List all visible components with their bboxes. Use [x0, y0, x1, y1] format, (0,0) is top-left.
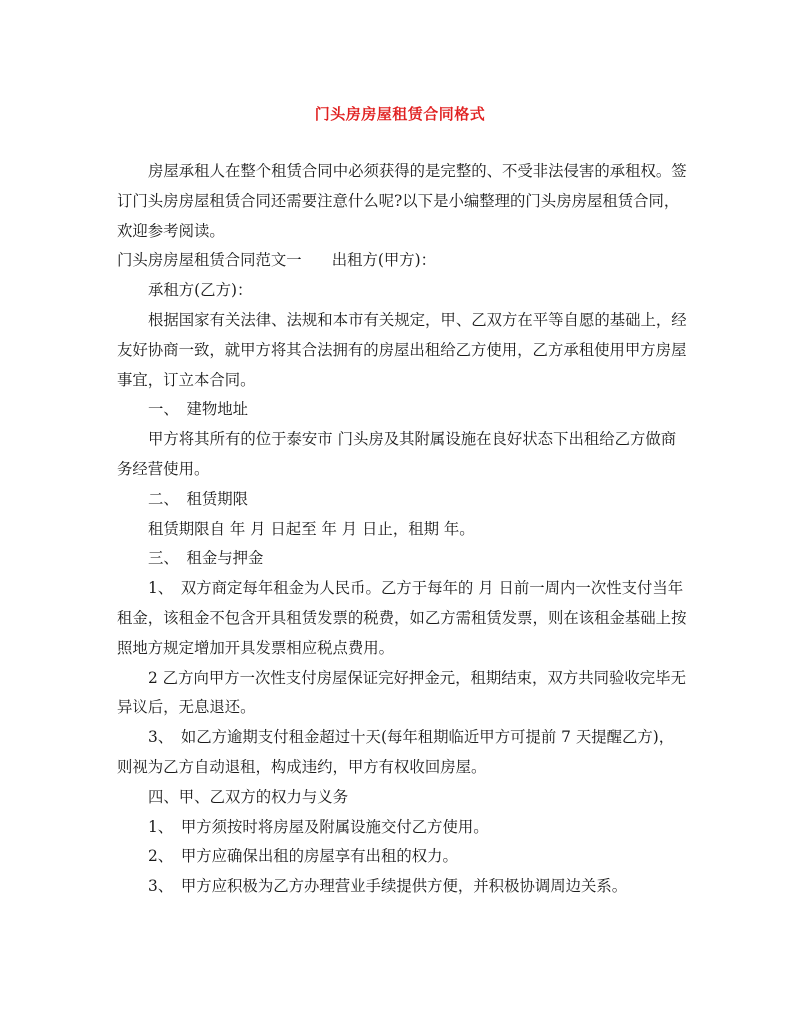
section4-item1: 1、 甲方须按时将房屋及附属设施交付乙方使用。	[148, 817, 489, 836]
preamble-paragraph: 根据国家有关法律、法规和本市有关规定，甲、乙双方在平等自愿的基础上，经友好协商一致，就甲方将其合法拥有的房屋出租给乙方使用，乙方承租使用甲方房屋事宜，订立本合同。	[117, 310, 687, 389]
section3-heading: 三、 租金与押金	[148, 549, 264, 568]
section3-item3: 3、 如乙方逾期支付租金超过十天(每年租期临近甲方可提前 7 天提醒乙方)，则视为乙方自动退租，构成违约，甲方有权收回房屋。	[117, 728, 675, 776]
section4-item3: 3、 甲方应积极为乙方办理营业手续提供方便，并积极协调周边关系。	[148, 877, 628, 896]
party-a-label: 出租方(甲方)：	[331, 251, 437, 270]
party-b-label: 承租方(乙方)：	[148, 281, 253, 300]
intro-paragraph: 房屋承租人在整个租赁合同中必须获得的是完整的、不受非法侵害的承租权。签订门头房房屋租赁合同还需要注意什么呢?以下是小编整理的门头房房屋租赁合同，欢迎参考阅读。	[117, 162, 687, 240]
section3-item1: 1、 双方商定每年租金为人民币。乙方于每年的 月 日前一周内一次性支付当年租金，该租金不包含开具租赁发票的税费，如乙方需租赁发票，则在该租金基础上按照地方规定增加开具发票相应税点费用。	[117, 579, 687, 657]
section3-item2: 2 乙方向甲方一次性支付房屋保证完好押金元，租期结束，双方共同验收完毕无异议后，无息退还。	[117, 668, 686, 717]
document-body	[117, 157, 687, 902]
section2-text: 租赁期限自 年 月 日起至 年 月 日止，租期 年。	[148, 519, 475, 538]
section4-heading: 四、甲、乙双方的权力与义务	[148, 787, 349, 806]
sample-heading-line	[117, 246, 687, 276]
section1-text: 甲方将其所有的位于泰安市 门头房及其附属设施在良好状态下出租给乙方做商务经营使用。	[117, 430, 677, 478]
sample-heading: 门头房房屋租赁合同范文一	[117, 251, 302, 270]
document-title: 门头房房屋租赁合同格式	[314, 105, 486, 123]
section1-heading: 一、 建物地址	[148, 400, 249, 419]
section2-heading: 二、 租赁期限	[148, 489, 249, 508]
section4-item2: 2、 甲方应确保出租的房屋享有出租的权力。	[148, 847, 458, 866]
